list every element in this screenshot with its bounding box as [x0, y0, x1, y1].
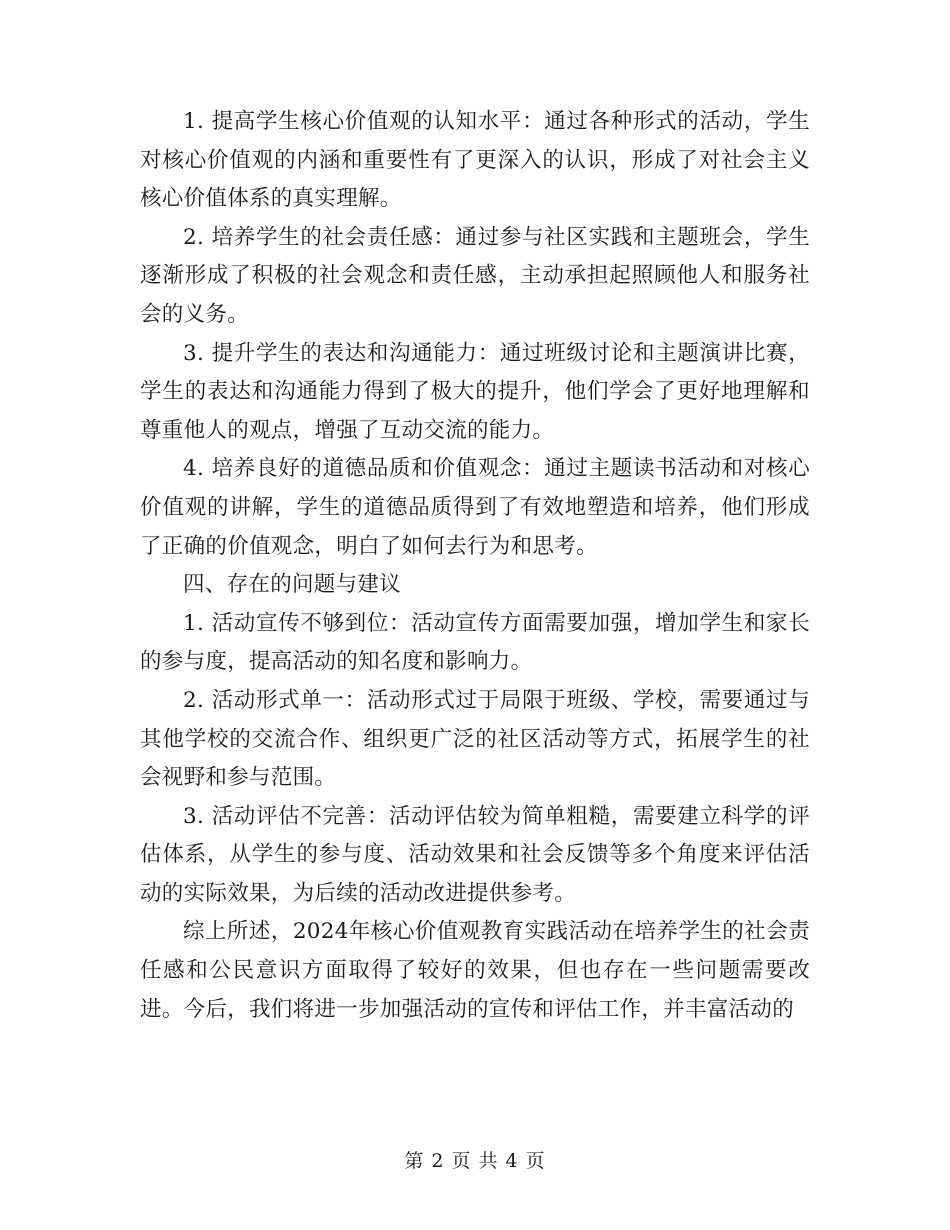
paragraph-responsibility: 2. 培养学生的社会责任感：通过参与社区实践和主题班会，学生逐渐形成了积极的社会观念和责任感，主动承担起照顾他人和服务社会的义务。	[140, 224, 810, 327]
page-number: 第 2 页 共 4 页	[404, 1150, 546, 1172]
paragraph-evaluation: 3. 活动评估不完善：活动评估较为简单粗糙，需要建立科学的评估体系，从学生的参与度、活动效果和社会反馈等多个角度来评估活动的实际效果，为后续的活动改进提供参考。	[140, 803, 810, 906]
paragraph-communication: 3. 提升学生的表达和沟通能力：通过班级讨论和主题演讲比赛，学生的表达和沟通能力得到了极大的提升，他们学会了更好地理解和尊重他人的观点，增强了互动交流的能力。	[140, 340, 810, 443]
paragraph-morality: 4. 培养良好的道德品质和价值观念：通过主题读书活动和对核心价值观的讲解，学生的道德品质得到了有效地塑造和培养，他们形成了正确的价值观念，明白了如何去行为和思考。	[140, 456, 810, 559]
paragraph-format: 2. 活动形式单一：活动形式过于局限于班级、学校，需要通过与其他学校的交流合作、组织更广泛的社区活动等方式，拓展学生的社会视野和参与范围。	[140, 687, 810, 791]
paragraph-cognition: 1. 提高学生核心价值观的认知水平：通过各种形式的活动，学生对核心价值观的内涵和重要性有了更深入的认识，形成了对社会主义核心价值体系的真实理解。	[140, 109, 810, 212]
paragraph-summary: 综上所述，2024年核心价值观教育实践活动在培养学生的社会责任感和公民意识方面取得了较好的效果，但也存在一些问题需要改进。今后，我们将进一步加强活动的宣传和评估工作，并丰富活动的	[140, 919, 810, 1022]
paragraph-publicity: 1. 活动宣传不够到位：活动宣传方面需要加强，增加学生和家长的参与度，提高活动的知名度和影响力。	[140, 610, 810, 675]
section-heading-problems: 四、存在的问题与建议	[183, 572, 402, 598]
document-body	[140, 103, 810, 1029]
